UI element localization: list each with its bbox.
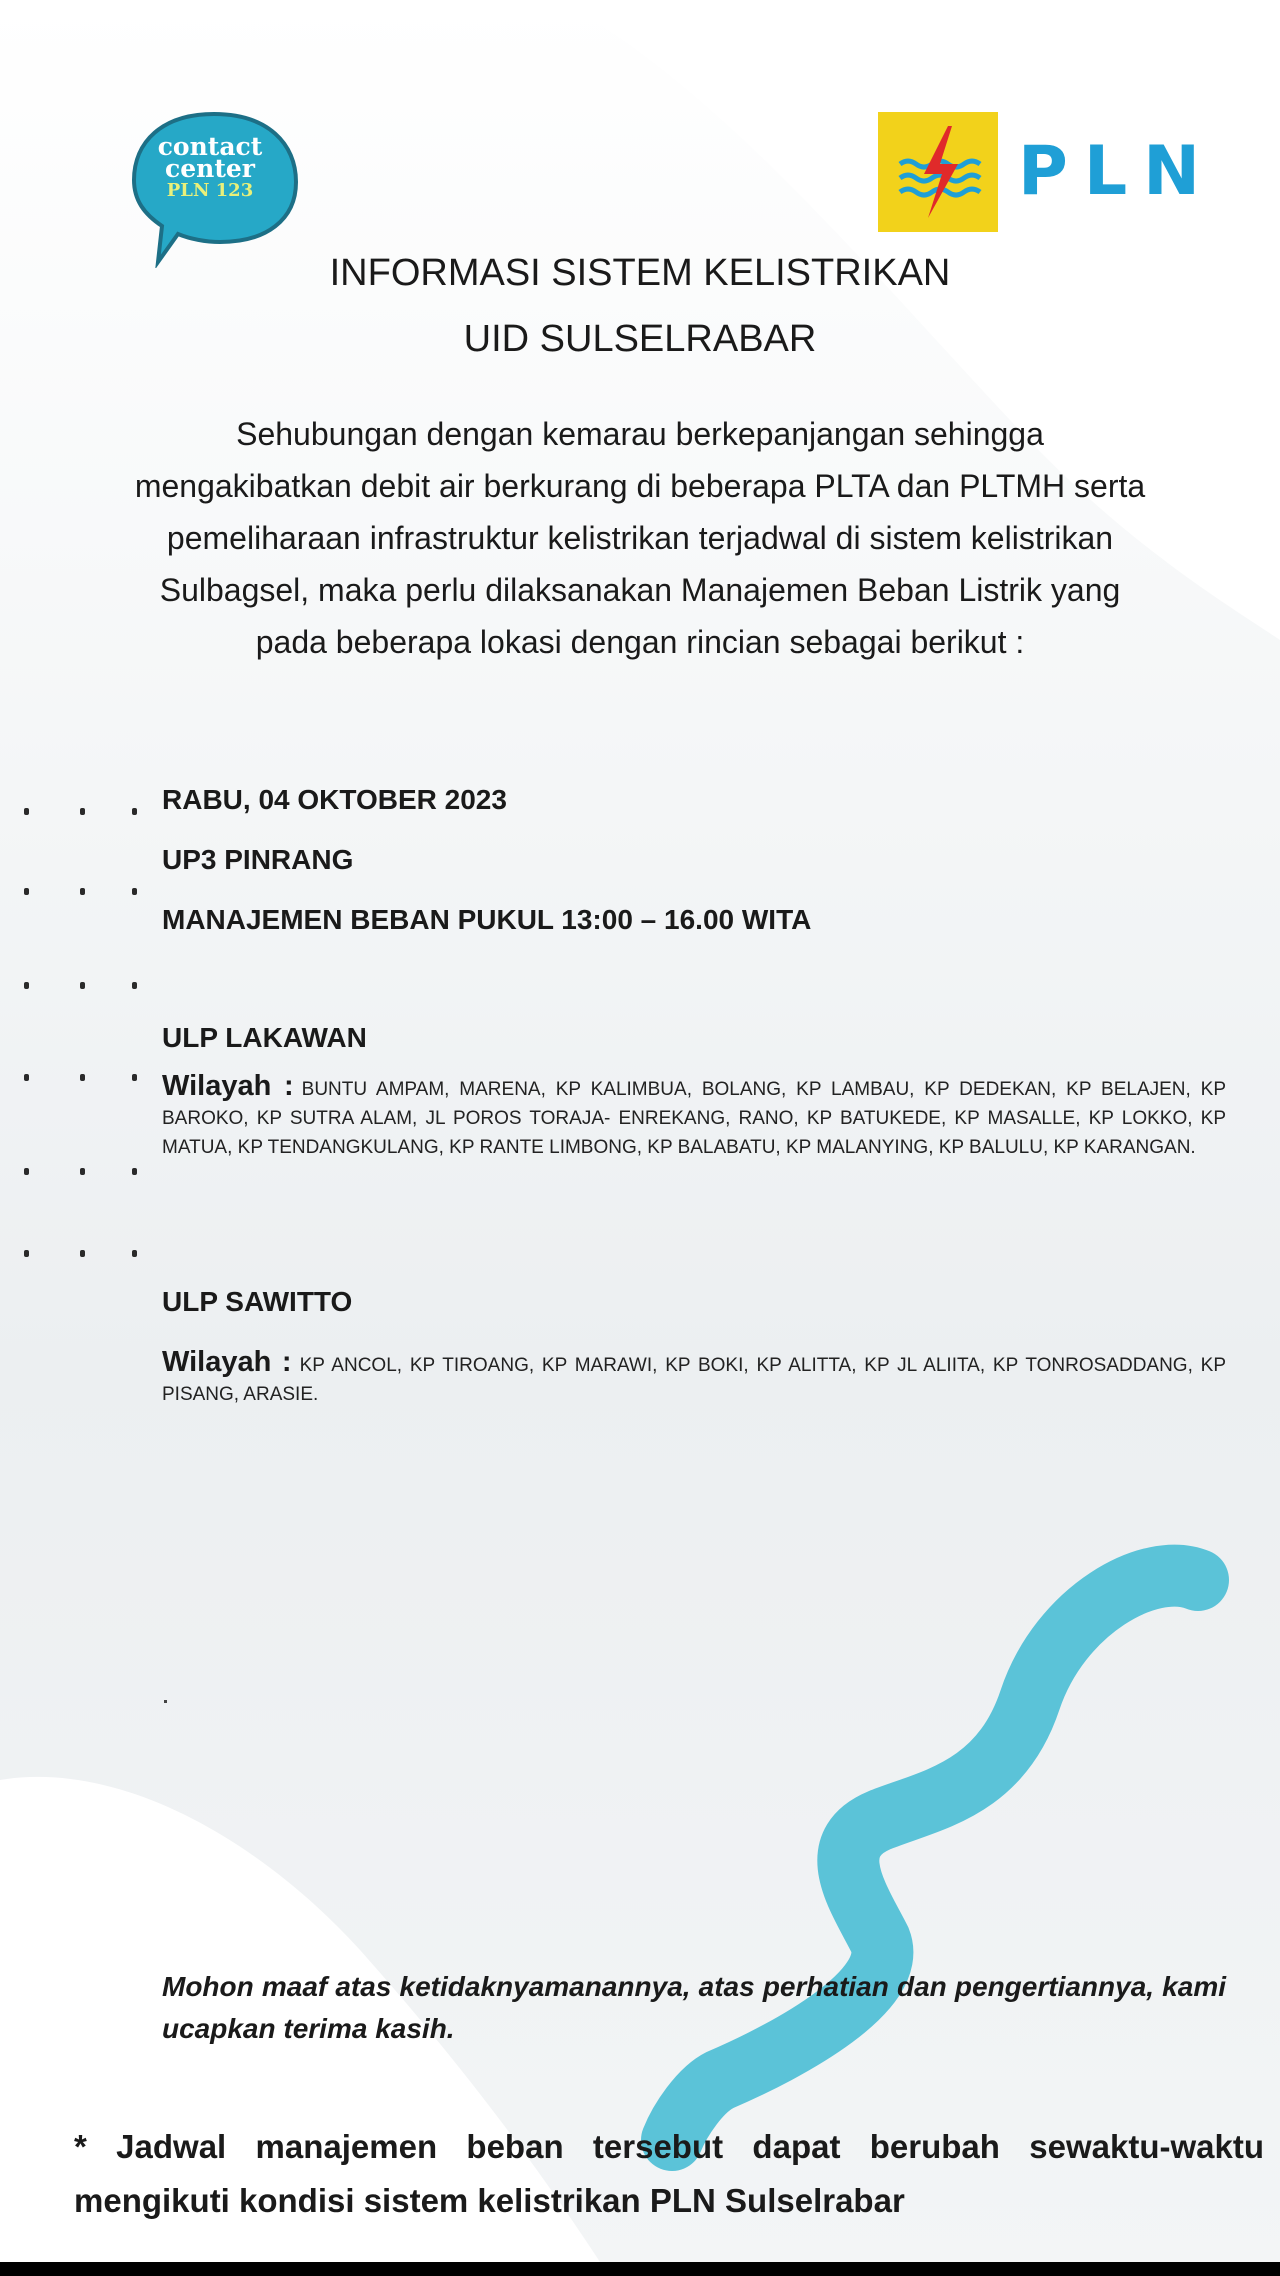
pln-logo-icon [878,112,998,232]
schedule-change-note: * Jadwal manajemen beban tersebut dapat berubah sewaktu-waktu mengikuti kondisi sistem kelistrikan PLN Sulselrabar [74,2128,1264,2219]
title-line-1: INFORMASI SISTEM KELISTRIKAN [329,252,951,294]
contact-center-text: contact center PLN 123 [157,132,263,201]
bottom-border [0,2262,1280,2276]
stray-dot [164,1700,167,1703]
area-list: BUNTU AMPAM, MARENA, KP KALIMBUA, BOLANG, KP LAMBAU, KP DEDEKAN, KP BELAJEN, KP BAROKO, KP SUTRA ALAM, JL POROS TORAJA- ENREKANG, RANO, KP BATUKEDE, KP MASALLE, KP LOKKO, KP MATUA, KP TENDANGKULANG, KP RANTE LIMBONG, KP BALABATU, KP MALANYING, KP BALULU, KP KARANGAN. [162,1079,1227,1158]
schedule-date: RABU, 04 OKTOBER 2023 [162,784,507,815]
schedule-unit: UP3 PINRANG [162,844,354,875]
decorative-dots [18,790,148,1290]
page-title [0,240,1280,372]
ulp-areas-sawitto [162,1348,1226,1409]
wilayah-label: Wilayah : [162,1346,292,1378]
wave-decoration [672,1576,1198,2140]
ulp-heading-sawitto: ULP SAWITTO [162,1286,353,1317]
wilayah-label: Wilayah : [162,1070,294,1102]
intro-paragraph: Sehubungan dengan kemarau berkepanjangan sehingga mengakibatkan debit air berkurang di beberapa PLTA dan PLTMH serta pemeliharaan infrastruktur kelistrikan terjadwal di sistem kelistrikan Sulbagsel, maka perlu dilaksanakan Manajemen Beban Listrik yang pada beberapa lokasi dengan rincian sebagai berikut : [134,416,1146,660]
closing-message: Mohon maaf atas ketidaknyamanannya, atas perhatian dan pengertiannya, kami ucapkan terima kasih. [162,1971,1226,2044]
pln-wordmark: PLN [1018,132,1217,211]
ulp-areas-lakawan [162,1072,1226,1162]
schedule-time: MANAJEMEN BEBAN PUKUL 13:00 – 16.00 WITA [162,904,812,935]
title-line-2: UID SULSELRABAR [463,318,817,360]
area-list: KP ANCOL, KP TIROANG, KP MARAWI, KP BOKI, KP ALITTA, KP JL ALIITA, KP TONROSADDANG, KP PISANG, ARASIE. [162,1355,1226,1405]
ulp-heading-lakawan: ULP LAKAWAN [162,1022,367,1053]
